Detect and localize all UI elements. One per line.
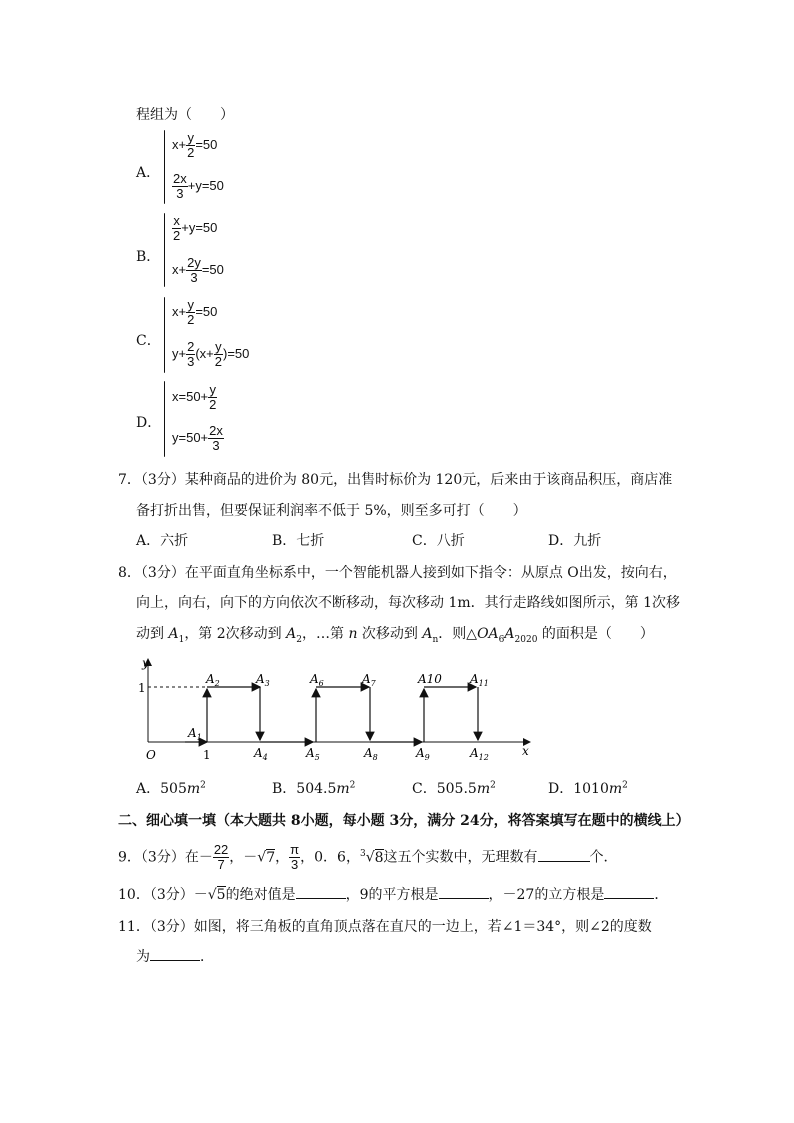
q6-option-d-eq1: x=50+ $\frac{y}{2}$ [172,382,217,412]
q6-option-a-brace [164,130,165,204]
label-a6: $A_6$ [310,672,324,688]
cuberoot-symbol: √ [365,849,375,866]
q11-line1: 11．（3分）如图，将三角板的直角顶点落在直尺的一边上，若∠1＝34°，则∠2的度数 [118,919,652,935]
origin-label: O [146,748,156,762]
label-a9: $A_9$ [416,746,430,762]
q9-answer-blank[interactable] [538,861,590,862]
tick-1-y-label: 1 [138,681,146,695]
q8-path-figure [130,655,550,765]
q7-option-d: D．九折 [548,533,602,549]
q6-option-b-eq2: x+ $\frac{2y}{3}$ =50 [172,255,224,285]
q6-option-b-label: B． [136,249,161,265]
label-a1: $A_1$ [188,726,202,742]
q6-option-d-eq2: y=50+ $\frac{2x}{3}$ [172,423,223,453]
q10-line: 10．（3分）－√5的绝对值是 ，9的平方根是 ，－27的立方根是 ． [118,887,669,903]
label-a10: A10 [418,672,442,686]
label-a12: $A_{12}$ [470,746,489,762]
q6-option-d-brace [164,381,165,457]
label-a4: $A_4$ [254,746,268,762]
q6-option-a-label: A． [136,165,161,181]
q10-blank-1[interactable] [296,898,346,899]
q8-line3: 动到 $A_1$，第 2次移动到 $A_2$，…第 n 次移动到 $A_n$．则$\triangle OA_6A_{2020}$ 的面积是（ ） [136,626,654,645]
q8-option-a: A．$505m^2$ [136,780,206,797]
q11-answer-blank[interactable] [150,960,200,961]
label-a7: $A_7$ [362,672,376,688]
q6-option-a-eq1: x+ $\frac{y}{2}$ =50 [172,130,218,160]
q8-option-b: B．$504.5m^2$ [272,780,356,797]
q8-line1: 8．（3分）在平面直角坐标系中，一个智能机器人接到如下指令：从原点 O出发，按向右， [118,565,677,581]
q6-option-c-brace [164,297,165,373]
q8-option-c: C．$505.5m^2$ [412,780,496,797]
label-a11: $A_{11}$ [470,672,489,688]
q8-line2: 向上，向右，向下的方向依次不断移动，每次移动 1m．其行走路线如图所示，第 1次移 [136,595,680,611]
y-axis-label: y [142,656,149,670]
q7-option-c: C．八折 [412,533,465,549]
q10-blank-3[interactable] [604,898,654,899]
q9-line: 9．（3分）在－ $\frac{22}{7}$ ，－√7， $\frac{\pi}{3}$ ，0．6，$^3$√8这五个实数中，无理数有 个． [118,842,618,873]
q8-option-d: D．$1010m^2$ [548,780,628,797]
label-a5: $A_5$ [306,746,320,762]
label-a2: $A_2$ [206,672,220,688]
label-a3: $A_3$ [256,672,270,688]
q6-option-a-eq2: $\frac{2x}{3}$ +y=50 [173,171,224,201]
q6-option-d-label: D． [136,415,162,431]
q6-option-b-eq1: $\frac{x}{2}$ +y=50 [173,213,218,243]
tick-1-x-label: 1 [203,748,211,762]
q7-option-a: A．六折 [136,533,189,549]
q7-line1: 7．（3分）某种商品的进价为 80元，出售时标价为 120元，后来由于该商品积压，商店准 [118,472,673,488]
q7-option-b: B．七折 [272,533,325,549]
section2-heading: 二、细心填一填（本大题共 8小题，每小题 3分，满分 24分，将答案填写在题中的横线上） [118,813,690,829]
x-axis-label: x [522,744,529,758]
q6-option-b-brace [164,213,165,287]
q6-option-c-eq2: y+ $\frac{2}{3}$ (x+ $\frac{y}{2}$ )=50 [172,339,250,369]
q7-line2: 备打折出售，但要保证利润率不低于 5%，则至多可打（ ） [136,503,527,519]
q6-option-c-eq1: x+ $\frac{y}{2}$ =50 [172,297,218,327]
q6-stem-tail: 程组为（ ） [136,107,234,123]
sqrt-symbol: √ [207,887,217,903]
label-a8: $A_8$ [364,746,378,762]
q6-option-c-label: C． [136,333,161,349]
sqrt-symbol: √ [257,849,267,866]
q11-line2: 为 ． [136,949,214,965]
q10-blank-2[interactable] [439,898,489,899]
